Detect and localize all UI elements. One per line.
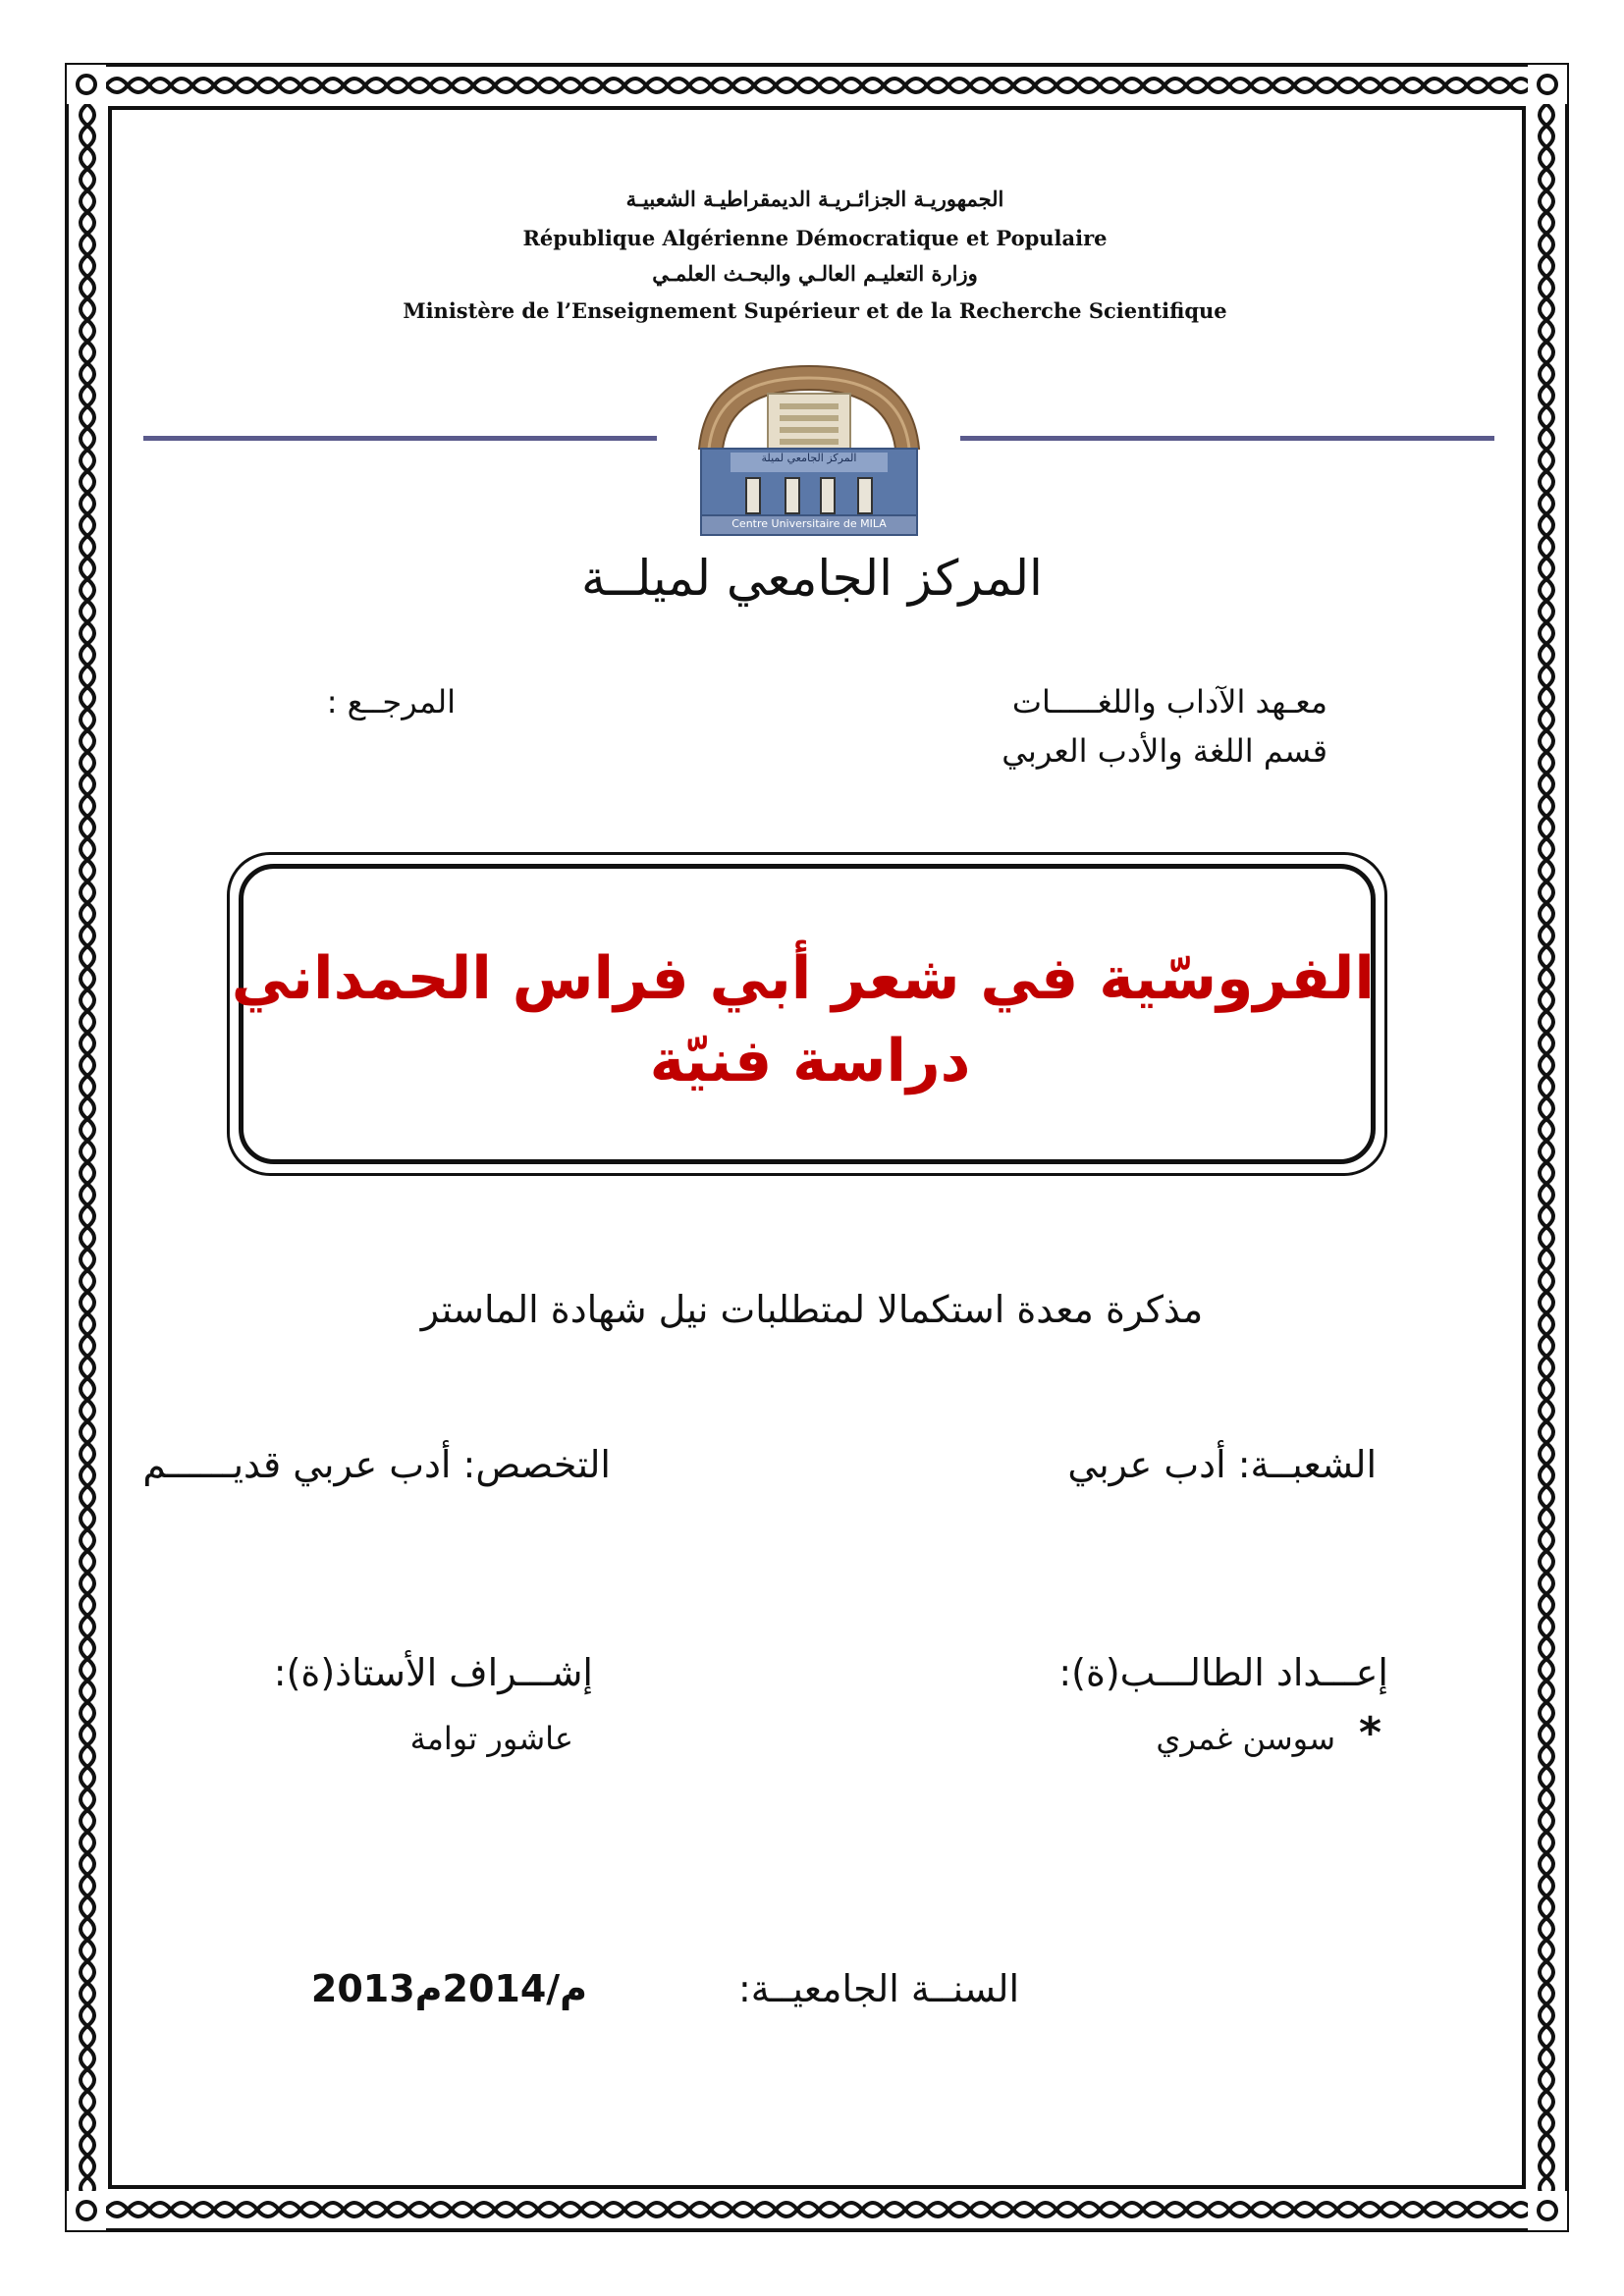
academic-year-label: السنــة الجامعيــة: <box>737 1967 1019 2010</box>
border-corner-bottom-left <box>67 2191 106 2230</box>
academic-year-value: 2013م/2014م <box>310 1967 587 2010</box>
university-name: المركز الجامعي لميلــة <box>581 550 1043 607</box>
department-name: قسم اللغة والأدب العربي <box>1001 732 1327 770</box>
border-band-top <box>106 67 1528 104</box>
student-label: إعـــداد الطالـــب(ة): <box>1058 1651 1388 1694</box>
header-ministry-ar: وزارة التعليـم العالـي والبحـث العلمـي <box>652 261 978 286</box>
institute-name: معـهد الآداب واللغـــــات <box>1011 683 1327 721</box>
student-bullet: * <box>1359 1708 1382 1758</box>
university-logo <box>687 358 931 540</box>
header-rule-left <box>143 436 657 441</box>
thesis-title-line-2: دراسة فنيّة <box>649 1027 971 1095</box>
supervisor-name: عاشور توامة <box>409 1720 573 1757</box>
branch-text: الشعبــة: أدب عربي <box>1067 1443 1377 1486</box>
border-corner-top-left <box>67 65 106 104</box>
border-corner-top-right <box>1528 65 1567 104</box>
header-republic-fr: République Algérienne Démocratique et Populaire <box>522 226 1108 250</box>
header-ministry-fr: Ministère de l’Enseignement Supérieur et de la Recherche Scientifique <box>403 298 1227 323</box>
border-corner-bottom-right <box>1528 2191 1567 2230</box>
border-band-right <box>1528 104 1565 2191</box>
specialty-text: التخصص: أدب عربي قديــــــم <box>142 1443 611 1486</box>
thesis-purpose: مذكرة معدة استكمالا لمتطلبات نيل شهادة الماستر <box>420 1288 1204 1331</box>
border-band-bottom <box>106 2191 1528 2228</box>
header-republic-ar: الجمهوريـة الجزائـريـة الديمقراطيـة الشعبيـة <box>625 187 1004 211</box>
student-name: سوسن غمري <box>1156 1720 1335 1757</box>
supervisor-label: إشـــراف الأستاذ(ة): <box>273 1651 593 1694</box>
thesis-title-line-1: الفروسّية في شعر أبي فراس الحمداني <box>231 944 1375 1013</box>
title-box-inner-border <box>231 864 1376 1164</box>
header-rule-right <box>960 436 1494 441</box>
reference-label: المرجــع : <box>326 683 456 721</box>
border-band-left <box>69 104 106 2191</box>
logo-banner-text: المركز الجامعي لميلة <box>761 452 857 464</box>
logo-caption: Centre Universitaire de MILA <box>731 517 887 530</box>
